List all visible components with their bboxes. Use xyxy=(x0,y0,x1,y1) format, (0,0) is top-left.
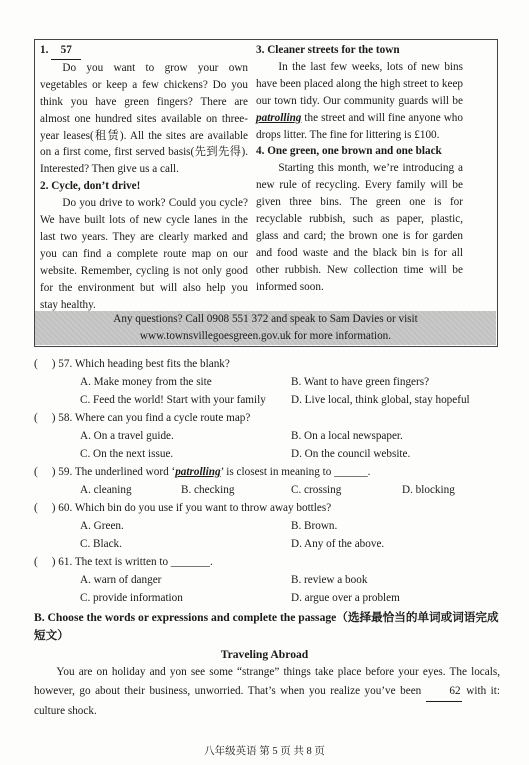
notice-4-heading: 4. One green, one brown and one black xyxy=(256,145,442,158)
q60-option-a[interactable]: A. Green. xyxy=(80,520,124,532)
question-61: ( ) 61. The text is written to _______. xyxy=(34,556,213,568)
q58-option-c[interactable]: C. On the next issue. xyxy=(80,448,174,460)
notice-2-heading: 2. Cycle, don’t drive! xyxy=(40,180,141,193)
q61-option-a[interactable]: A. warn of danger xyxy=(80,574,162,586)
underlined-word: patrolling xyxy=(256,111,302,124)
q59-option-c[interactable]: C. crossing xyxy=(291,484,342,496)
q57-option-b[interactable]: B. Want to have green fingers? xyxy=(291,376,430,388)
q58-option-b[interactable]: B. On a local newspaper. xyxy=(291,430,403,442)
notice-1-heading: 1. 57 xyxy=(40,42,248,60)
page-footer: 八年级英语 第 5 页 共 8 页 xyxy=(204,746,325,757)
blank-57[interactable]: 57 xyxy=(51,42,81,60)
question-58: ( ) 58. Where can you find a cycle route map? xyxy=(34,412,251,424)
q57-option-c[interactable]: C. Feed the world! Start with your family xyxy=(80,394,266,406)
question-57: ( ) 57. Which heading best fits the blank? xyxy=(34,358,230,370)
q60-option-c[interactable]: C. Black. xyxy=(80,538,122,550)
q58-option-a[interactable]: A. On a travel guide. xyxy=(80,430,174,442)
q58-option-d[interactable]: D. On the council website. xyxy=(291,448,411,460)
q61-option-c[interactable]: C. provide information xyxy=(80,592,183,604)
q61-option-d[interactable]: D. argue over a problem xyxy=(291,592,400,604)
notice-column-left xyxy=(40,42,248,314)
q60-option-d[interactable]: D. Any of the above. xyxy=(291,538,385,550)
blank-62[interactable]: 62 xyxy=(426,682,462,702)
q57-option-d[interactable]: D. Live local, think global, stay hopeful xyxy=(291,394,470,406)
notice-2-body: Do you drive to work? Could you cycle? We have built lots of new cycle lanes in the last two years. They are clearly marked and you can find a complete route map on our website. Remember, cycling is not only good for the environment but will also help you stay healthy. xyxy=(40,197,248,311)
question-59: ( ) 59. The underlined word ‘patrolling’ is closest in meaning to ______. xyxy=(34,466,371,478)
q61-option-b[interactable]: B. review a book xyxy=(291,574,368,586)
passage-body: You are on holiday and yon see some “strange” things take place before your eyes. The locals, however, go about their business, unworried. That’s when you realize you’ve been 62 with it: culture shock. xyxy=(34,666,501,717)
passage-title: Traveling Abroad xyxy=(220,648,309,661)
question-60: ( ) 60. Which bin do you use if you want to throw away bottles? xyxy=(34,502,332,514)
notice-1-body: Do you want to grow your own vegetables or keep a few chickens? Do you think you have green fingers? There are almost one hundred sites available on three-year leases(租赁). All the sites are available on a first come, first served basis(先到先得). Interested? Then give us a call. xyxy=(40,61,248,176)
q59-option-d[interactable]: D. blocking xyxy=(402,484,455,496)
contact-banner xyxy=(35,311,496,345)
q59-option-a[interactable]: A. cleaning xyxy=(80,484,132,496)
contact-line-2: www.townsvillegoesgreen.gov.uk for more information. xyxy=(139,330,392,342)
q59-option-b[interactable]: B. checking xyxy=(181,484,235,496)
notice-column-right xyxy=(256,42,463,296)
notice-3-body: In the last few weeks, lots of new bins have been placed along the high street to keep our town tidy. Our community guards will be patrolling the street and will fine anyone who drops litter. The fine for littering is £100. xyxy=(256,60,463,141)
q60-option-b[interactable]: B. Brown. xyxy=(291,520,338,532)
q57-option-a[interactable]: A. Make money from the site xyxy=(80,376,212,388)
section-b-heading: B. Choose the words or expressions and complete the passage（选择最恰当的单词或词语完成短文） xyxy=(34,611,499,642)
notice-4-body: Starting this month, we’re introducing a new rule of recycling. Every family will be given three bins. The green one is for recyclable rubbish, such as paper, plastic, glass and card; the brown one is for garden and food waste and the black bin is for all other rubbish. New collection time will be informed soon. xyxy=(256,162,463,293)
notice-3-heading: 3. Cleaner streets for the town xyxy=(256,44,400,56)
contact-line-1: Any questions? Call 0908 551 372 and speak to Sam Davies or visit xyxy=(113,313,418,325)
